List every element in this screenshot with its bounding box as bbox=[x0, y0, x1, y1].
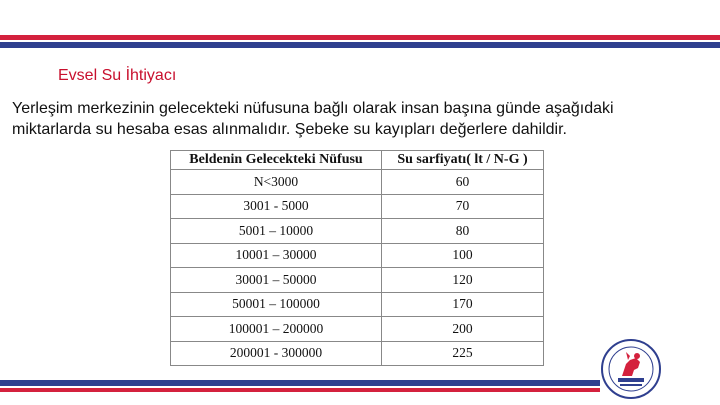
header-population: Beldenin Gelecekteki Nüfusu bbox=[171, 151, 382, 170]
consumption-table bbox=[170, 150, 544, 366]
consumption-cell: 120 bbox=[382, 268, 544, 293]
consumption-cell: 170 bbox=[382, 292, 544, 317]
table-header-row bbox=[171, 151, 544, 170]
table-row bbox=[171, 194, 544, 219]
top-red-stripe bbox=[0, 35, 720, 40]
slide-title: Evsel Su İhtiyacı bbox=[58, 67, 177, 84]
population-cell: 10001 – 30000 bbox=[171, 243, 382, 268]
consumption-cell: 225 bbox=[382, 341, 544, 366]
population-cell: N<3000 bbox=[171, 170, 382, 195]
population-cell: 200001 - 300000 bbox=[171, 341, 382, 366]
table-row bbox=[171, 341, 544, 366]
university-seal-icon bbox=[600, 338, 662, 400]
consumption-cell: 200 bbox=[382, 317, 544, 342]
consumption-cell: 80 bbox=[382, 219, 544, 244]
top-banner bbox=[0, 0, 720, 44]
population-cell: 3001 - 5000 bbox=[171, 194, 382, 219]
bottom-blue-stripe bbox=[0, 380, 600, 386]
table-row bbox=[171, 268, 544, 293]
population-cell: 30001 – 50000 bbox=[171, 268, 382, 293]
consumption-cell: 60 bbox=[382, 170, 544, 195]
slide-body bbox=[12, 98, 712, 140]
consumption-cell: 70 bbox=[382, 194, 544, 219]
bottom-red-stripe bbox=[0, 388, 600, 392]
header-consumption: Su sarfiyatı( lt / N-G ) bbox=[382, 151, 544, 170]
top-blue-stripe bbox=[0, 42, 720, 48]
body-line-1: Yerleşim merkezinin gelecekteki nüfusuna bağlı olarak insan başına günde aşağıdaki bbox=[12, 100, 614, 117]
table-row bbox=[171, 292, 544, 317]
population-cell: 100001 – 200000 bbox=[171, 317, 382, 342]
consumption-cell: 100 bbox=[382, 243, 544, 268]
table-row bbox=[171, 243, 544, 268]
population-cell: 50001 – 100000 bbox=[171, 292, 382, 317]
table-row bbox=[171, 317, 544, 342]
table-row bbox=[171, 170, 544, 195]
body-line-2: miktarlarda su hesaba esas alınmalıdır. Şebeke su kayıpları değerlere dahildir. bbox=[12, 121, 567, 138]
population-cell: 5001 – 10000 bbox=[171, 219, 382, 244]
table-row bbox=[171, 219, 544, 244]
